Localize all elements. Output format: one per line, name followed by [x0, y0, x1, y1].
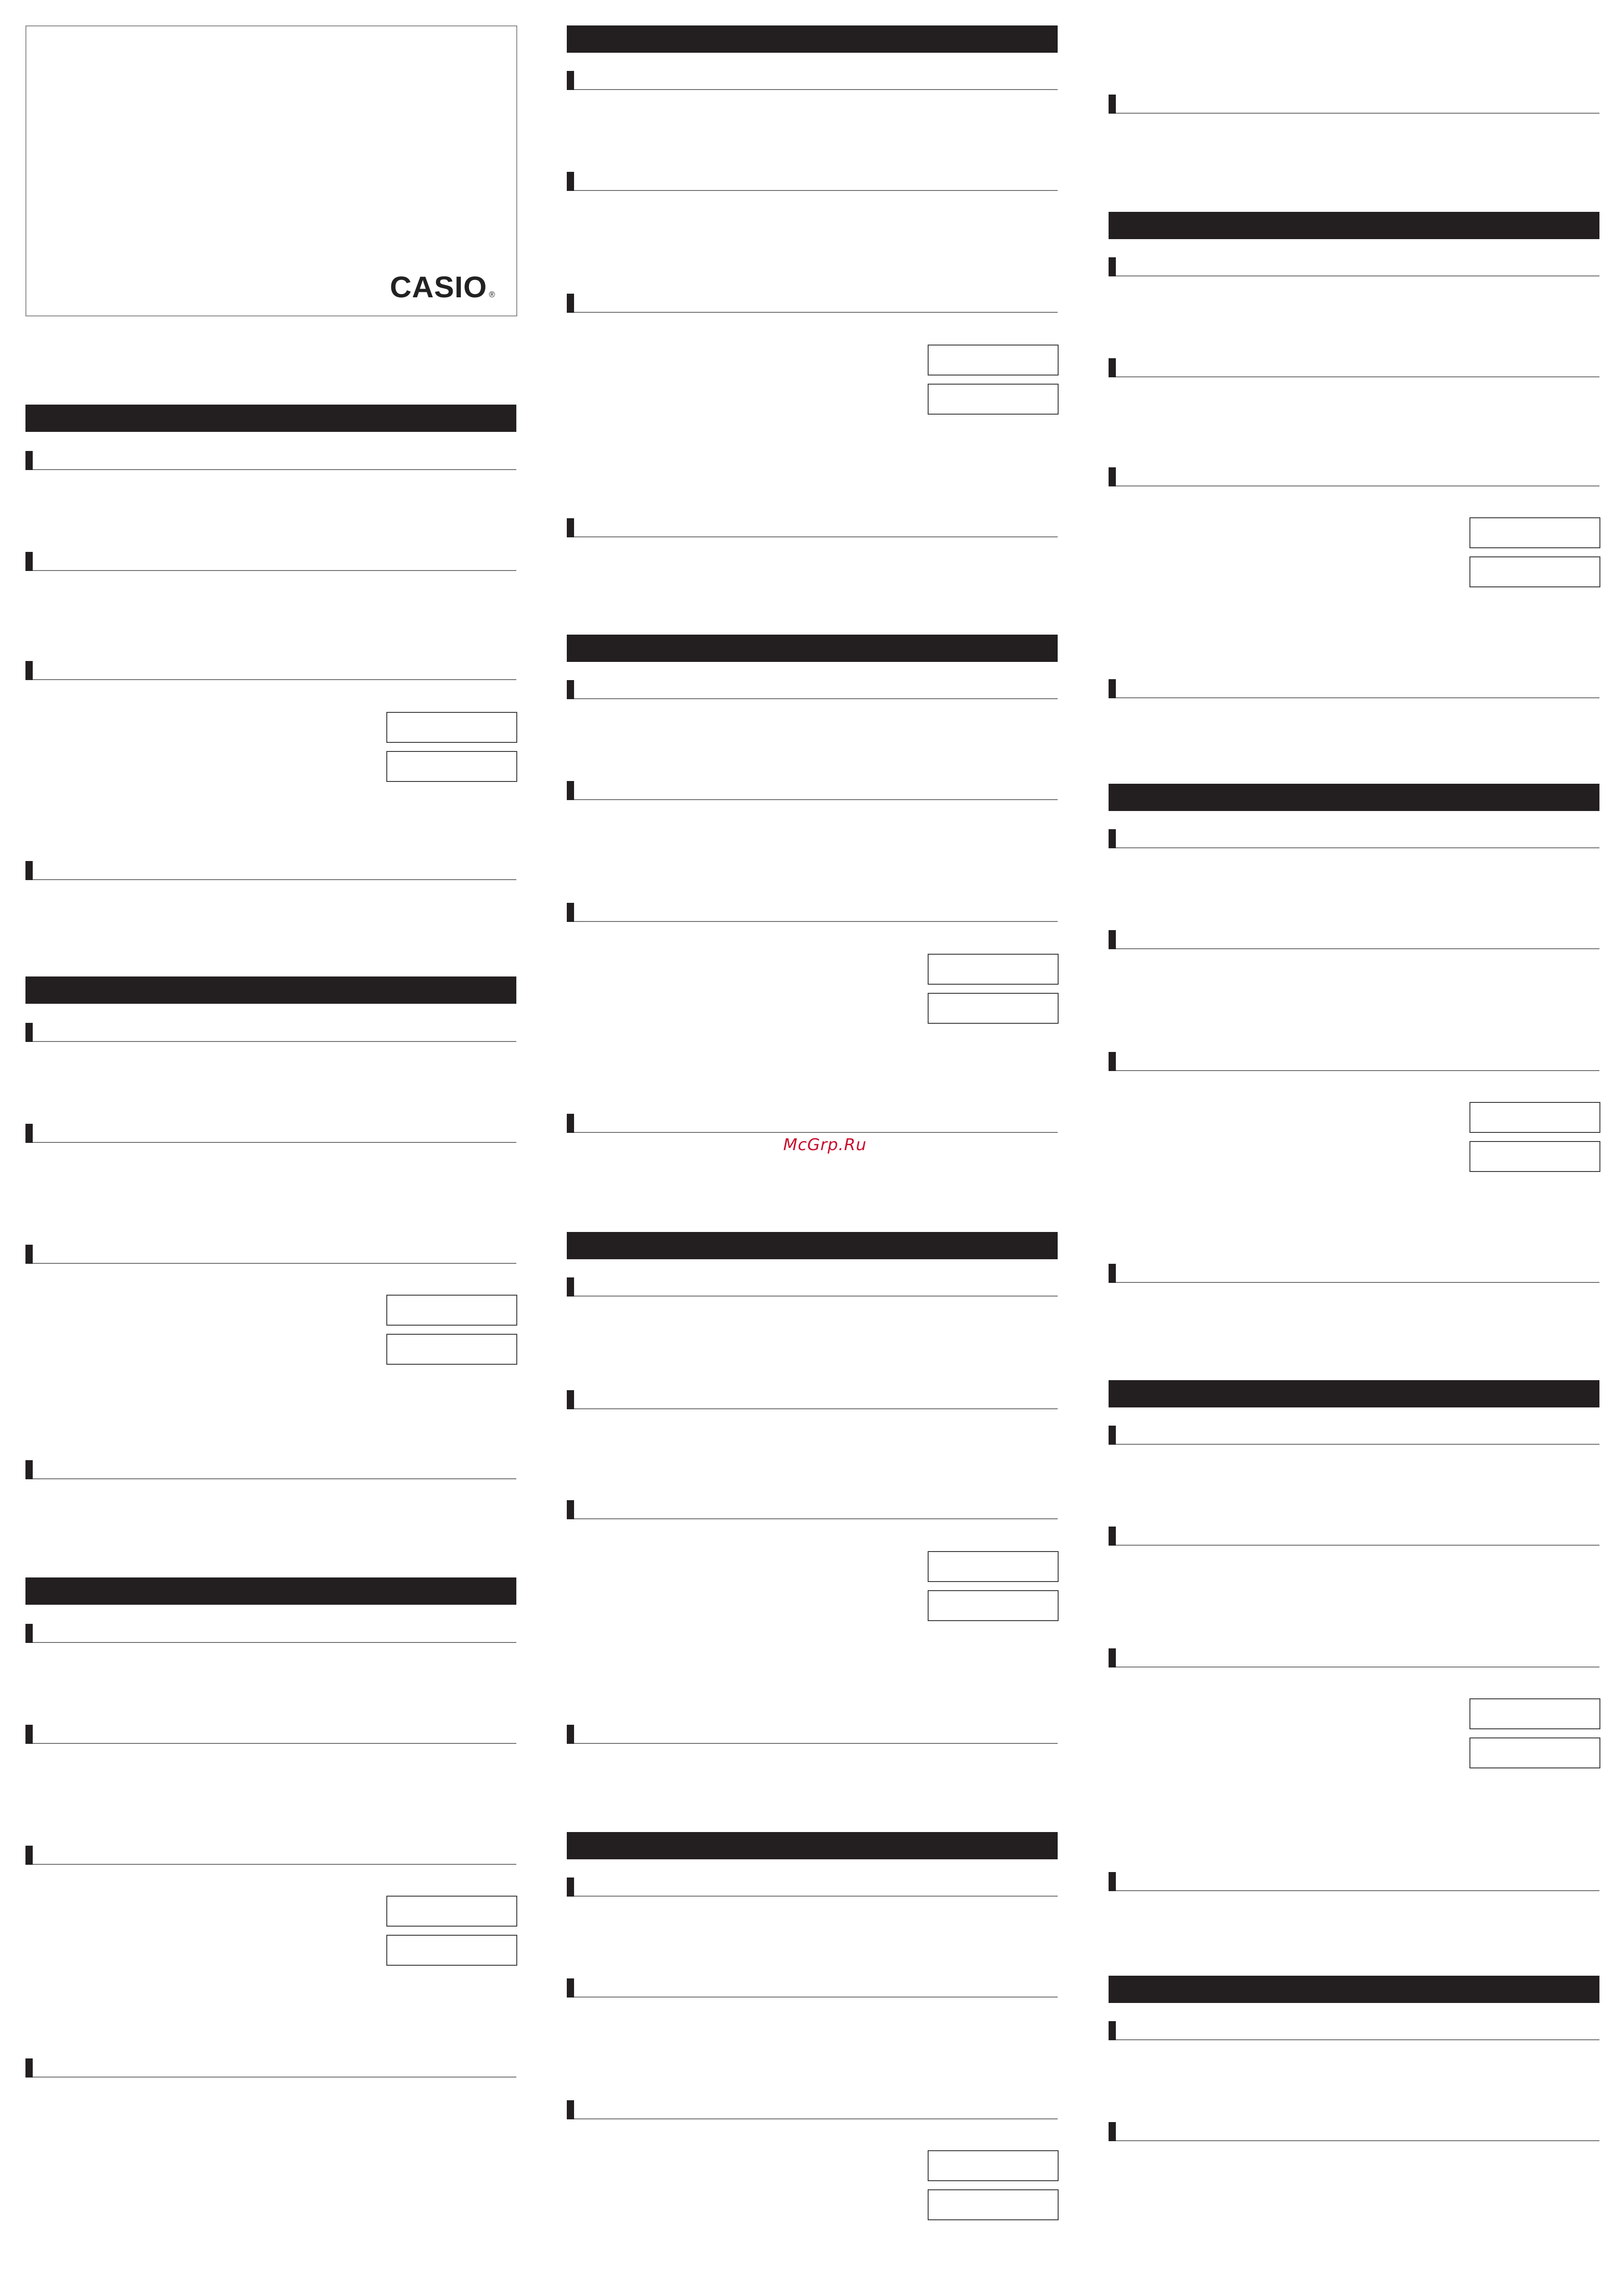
- section-header-bar: [567, 1832, 1058, 1859]
- subsection-1: [567, 680, 1058, 701]
- section-header-bar: [25, 1577, 516, 1605]
- subsection-4: [567, 518, 1058, 539]
- subsection-3: [1109, 1052, 1599, 1073]
- section-header-bar: [567, 25, 1058, 53]
- display-box: [928, 2150, 1059, 2181]
- subsection-3: [1109, 467, 1599, 488]
- subsection-3: [567, 903, 1058, 924]
- watermark-text: McGrp.Ru: [783, 1136, 867, 1154]
- subsection-4: [1109, 1264, 1599, 1285]
- subsection-1: [1109, 829, 1599, 850]
- display-box: [928, 954, 1059, 985]
- subsection-2: [567, 781, 1058, 802]
- subsection-3: [567, 294, 1058, 315]
- subsection-1: [567, 1877, 1058, 1898]
- display-box: [1469, 517, 1600, 548]
- display-box: [386, 1295, 517, 1326]
- subsection-4: [1109, 1872, 1599, 1893]
- subsection-2: [1109, 930, 1599, 951]
- display-box: [386, 751, 517, 782]
- display-box: [386, 1935, 517, 1966]
- display-box: [386, 1896, 517, 1927]
- subsection-3: [25, 1846, 516, 1867]
- subsection-3: [1109, 1648, 1599, 1669]
- subsection-1: [567, 1277, 1058, 1298]
- subsection-1: [25, 1023, 516, 1044]
- subsection-4: [567, 1114, 1058, 1135]
- section-header-bar: [1109, 1976, 1599, 2003]
- column-1: [25, 0, 516, 2273]
- subsection-2: [567, 1978, 1058, 1999]
- display-box: [928, 1590, 1059, 1621]
- subsection-2: [1109, 1527, 1599, 1547]
- subsection-4: [25, 861, 516, 882]
- section-header-bar: [25, 976, 516, 1004]
- subsection-4: [567, 1725, 1058, 1746]
- section-header-bar: [567, 1232, 1058, 1259]
- display-box: [928, 2189, 1059, 2220]
- registered-mark: ®: [489, 290, 495, 299]
- display-box: [386, 1334, 517, 1365]
- section-header-bar: [567, 635, 1058, 662]
- subsection-3: [25, 1245, 516, 1266]
- display-box: [928, 993, 1059, 1024]
- subsection-1: [1109, 1426, 1599, 1447]
- display-box: [1469, 1698, 1600, 1729]
- display-box: [386, 712, 517, 743]
- subsection-3: [567, 2100, 1058, 2121]
- display-box: [928, 384, 1059, 415]
- logo-text: CASIO: [390, 270, 487, 304]
- display-box: [1469, 1102, 1600, 1133]
- subsection-1: [25, 1624, 516, 1645]
- subsection-4: [1109, 679, 1599, 700]
- subsection-2: [1109, 2122, 1599, 2143]
- subsection-3: [567, 1500, 1058, 1521]
- section-header-bar: [1109, 212, 1599, 239]
- subsection-2: [1109, 358, 1599, 379]
- subsection-3: [25, 661, 516, 682]
- casio-logo: [390, 272, 495, 302]
- column-3: [1109, 0, 1599, 2273]
- subsection-2: [25, 552, 516, 573]
- subsection-4: [25, 1460, 516, 1481]
- display-box: [928, 345, 1059, 375]
- subsection-1: [1109, 2021, 1599, 2042]
- display-box: [928, 1551, 1059, 1582]
- subsection-2: [25, 1124, 516, 1145]
- subsection-1: [567, 71, 1058, 92]
- subsection-continued: [1109, 95, 1599, 115]
- subsection-1: [25, 451, 516, 472]
- subsection-4: [25, 2058, 516, 2079]
- subsection-2: [25, 1725, 516, 1746]
- subsection-2: [567, 172, 1058, 193]
- section-header-bar: [25, 405, 516, 432]
- subsection-2: [567, 1390, 1058, 1411]
- section-header-bar: [1109, 1380, 1599, 1407]
- subsection-1: [1109, 257, 1599, 278]
- section-header-bar: [1109, 784, 1599, 811]
- cover-box: [25, 25, 517, 316]
- display-box: [1469, 1737, 1600, 1768]
- display-box: [1469, 556, 1600, 587]
- display-box: [1469, 1141, 1600, 1172]
